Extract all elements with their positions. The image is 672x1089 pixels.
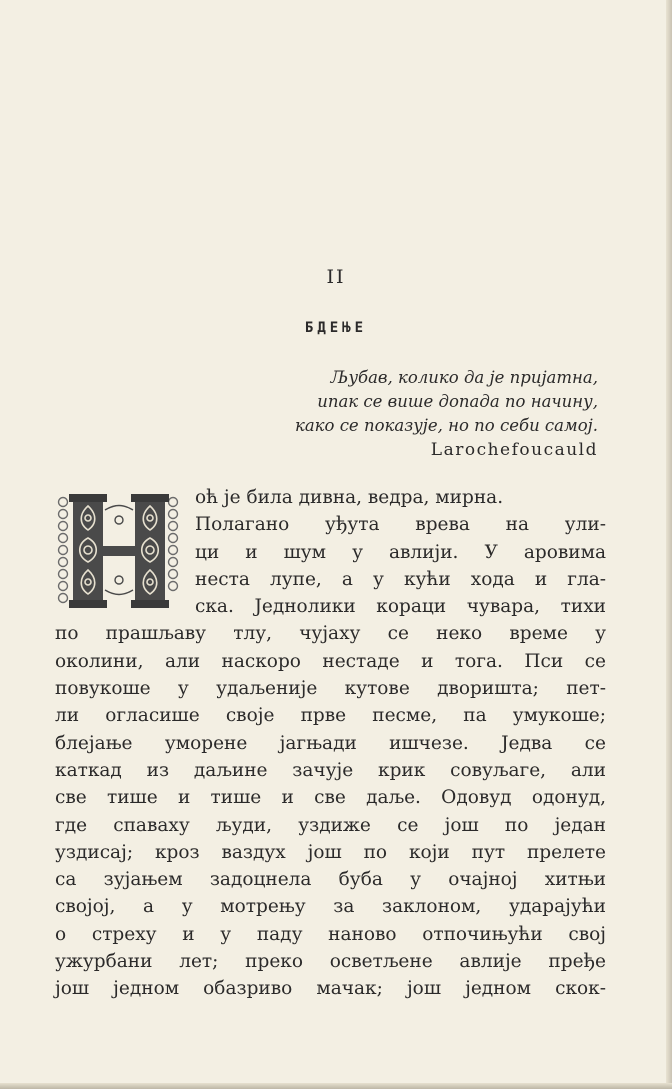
body-line: са зујањем задоцнела буба у очајној хитњи [55, 869, 606, 891]
body-line: Полагано уђута врева на ули- [195, 514, 606, 536]
epigraph-line: како се показује, но по себи самој. [294, 416, 598, 435]
chapter-number: II [326, 266, 346, 288]
epigraph-line: ипак се више допада по начину, [317, 392, 598, 411]
body-line: оћ је била дивна, ведра, мирна. [195, 487, 504, 508]
body-line: по прашљаву тлу, чујаху се неко време у [55, 623, 606, 645]
body-line: околини, али наскоро нестаде и тога. Пси се [55, 650, 606, 672]
body-line: својој, а у мотрењу за заклоном, ударајући [55, 896, 606, 918]
epigraph-line: Љубав, колико да је пријатна, [330, 368, 598, 387]
page-edge-bottom [0, 1083, 672, 1089]
body-line: ска. Једнолики кораци чувара, тихи [195, 596, 606, 618]
epigraph-author: Larochefoucauld [430, 440, 598, 460]
body-text [55, 484, 606, 1003]
body-line: уздисај; кроз ваздух још по који пут прелете [55, 841, 606, 863]
page-edge-right [666, 0, 672, 1089]
body-line: ли огласише своје прве песме, па умукоше; [55, 705, 606, 727]
body-line: неста лупе, а у кући хода и гла- [195, 568, 606, 590]
chapter-title: БДЕЊЕ [304, 320, 368, 336]
body-line: ци и шум у авлији. У аровима [195, 541, 606, 563]
body-line: где спаваху људи, уздиже се још по један [55, 814, 606, 836]
body-line: ужурбани лет; преко осветљене авлије пређе [55, 951, 606, 973]
body-line: још једном обазриво мачак; још једном скок- [55, 978, 606, 1000]
body-line: о стреху и у паду наново отпочињући свој [55, 923, 606, 945]
body-line: повукоше у удаљеније кутове дворишта; пет- [55, 678, 606, 700]
body-line: блејање уморене јагњади ишчезе. Једва се [55, 732, 606, 754]
body-line: све тише и тише и све даље. Одовуд одонуд, [55, 787, 606, 809]
ornamental-drop-cap-icon [55, 490, 181, 612]
epigraph [210, 366, 598, 462]
body-line: каткад из даљине зачује крик совуљаге, али [55, 759, 606, 781]
